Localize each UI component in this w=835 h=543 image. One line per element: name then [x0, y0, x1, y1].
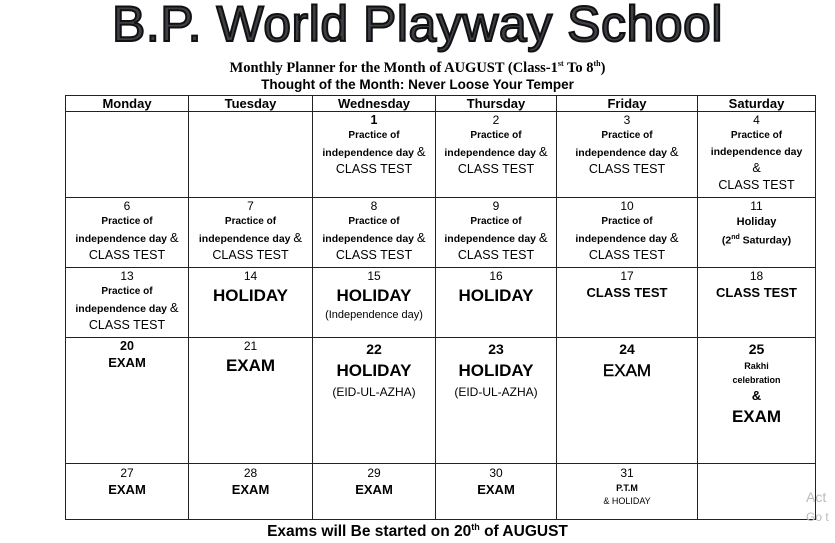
day-number: 2 [492, 113, 500, 127]
day-cell [66, 198, 189, 268]
day-cell [698, 338, 816, 464]
empty-cell [66, 112, 189, 198]
day-number: 6 [123, 199, 131, 213]
week-row [66, 112, 816, 198]
day-cell [698, 112, 816, 198]
class-test-text: CLASS TEST [457, 162, 535, 176]
day-cell [436, 112, 557, 198]
independence-text: independence day & [575, 230, 679, 245]
exam-text: EXAM [602, 361, 652, 380]
day-cell [698, 268, 816, 338]
day-cell [66, 338, 189, 464]
day-number: 31 [620, 466, 634, 480]
holiday-text: HOLIDAY [458, 361, 534, 380]
exam-text: EXAM [225, 356, 276, 375]
class-test-text: CLASS TEST [335, 162, 413, 176]
day-cell [698, 198, 816, 268]
practice-text: Practice of [470, 216, 522, 227]
school-title: B.P. World Playway School [112, 0, 723, 52]
day-number: 25 [748, 341, 765, 357]
independence-day-note: (Independence day) [325, 309, 423, 321]
practice-text: Practice of [470, 130, 522, 141]
week-row [66, 198, 816, 268]
practice-text: Practice of [601, 216, 653, 227]
practice-text: Practice of [348, 216, 400, 227]
day-number: 14 [243, 269, 258, 283]
day-number: 30 [489, 466, 503, 480]
exam-text: EXAM [108, 482, 146, 497]
day-number: 4 [753, 113, 760, 127]
day-cell [557, 198, 698, 268]
day-cell [557, 464, 698, 520]
day-cell [436, 268, 557, 338]
day-cell [313, 112, 436, 198]
day-cell [436, 338, 557, 464]
independence-text: independence day & [444, 144, 548, 159]
day-number: 1 [370, 113, 378, 127]
holiday-text: Holiday [736, 216, 777, 228]
eid-note: (EID-UL-AZHA) [332, 385, 416, 399]
exam-start-note: Exams will Be started on 20th of AUGUST [267, 522, 568, 541]
day-number: 28 [243, 466, 258, 480]
class-test-text: CLASS TEST [716, 285, 797, 300]
class-test-text: CLASS TEST [457, 248, 535, 262]
empty-cell [189, 112, 313, 198]
practice-text: Practice of [348, 130, 400, 141]
practice-text: Practice of [730, 130, 783, 141]
class-test-text: CLASS TEST [588, 162, 666, 176]
day-cell [189, 198, 313, 268]
practice-text: Practice of [601, 130, 653, 141]
class-test-text: CLASS TEST [88, 318, 166, 332]
day-number: 9 [492, 199, 500, 213]
header-thursday: Thursday [436, 96, 557, 112]
ampersand-text: & [752, 161, 761, 175]
activation-watermark: Act [806, 489, 827, 505]
header-row [66, 96, 816, 112]
practice-text: Practice of [101, 216, 153, 227]
practice-text: Practice of [224, 216, 277, 227]
day-number: 8 [370, 199, 378, 213]
day-number: 7 [247, 199, 254, 213]
day-number: 21 [243, 339, 258, 353]
holiday-text: HOLIDAY [336, 361, 412, 380]
day-cell [436, 198, 557, 268]
day-number: 3 [623, 113, 631, 127]
day-cell [189, 464, 313, 520]
holiday-text: HOLIDAY [336, 286, 412, 305]
header-saturday: Saturday [698, 96, 816, 112]
header-wednesday: Wednesday [313, 96, 436, 112]
empty-cell [698, 464, 816, 520]
eid-note: (EID-UL-AZHA) [454, 385, 538, 399]
day-number: 24 [619, 341, 635, 357]
day-number: 11 [750, 199, 763, 213]
day-cell [189, 268, 313, 338]
planner-title: Monthly Planner for the Month of AUGUST (Class-1st To 8th) [229, 59, 606, 76]
independence-text: independence day & [575, 144, 679, 159]
independence-text: independence day & [75, 230, 179, 245]
exam-text: EXAM [731, 407, 782, 426]
ptm-holiday-text: & HOLIDAY [603, 496, 651, 506]
day-cell [557, 112, 698, 198]
header-friday: Friday [557, 96, 698, 112]
class-test-text: CLASS TEST [588, 248, 666, 262]
class-test-text: CLASS TEST [586, 285, 668, 300]
day-cell [313, 268, 436, 338]
independence-text: independence day & [444, 230, 548, 245]
independence-text: independence day [710, 146, 803, 158]
day-number: 16 [489, 269, 503, 283]
day-number: 18 [749, 269, 764, 283]
exam-text: EXAM [477, 482, 515, 497]
day-cell [313, 338, 436, 464]
day-cell [436, 464, 557, 520]
exam-text: EXAM [108, 355, 146, 370]
day-cell [313, 198, 436, 268]
ampersand-text: & [751, 388, 762, 403]
day-cell [557, 268, 698, 338]
day-cell [66, 268, 189, 338]
class-test-text: CLASS TEST [718, 178, 795, 192]
day-number: 15 [367, 269, 381, 283]
week-row [66, 338, 816, 464]
independence-text: independence day & [322, 144, 426, 159]
rakhi-text: Rakhi [744, 361, 769, 371]
day-cell [66, 464, 189, 520]
day-number: 27 [120, 466, 134, 480]
exam-text: EXAM [231, 482, 270, 497]
independence-text: independence day & [75, 300, 179, 315]
independence-text: independence day & [322, 230, 426, 245]
week-row [66, 268, 816, 338]
ptm-text: P.T.M [616, 483, 638, 493]
day-number: 13 [120, 269, 134, 283]
day-cell [557, 338, 698, 464]
celebration-text: celebration [732, 375, 781, 385]
day-number: 23 [488, 341, 504, 357]
exam-text: EXAM [355, 482, 393, 497]
activation-watermark-sub: Go t [806, 510, 829, 524]
class-test-text: CLASS TEST [212, 248, 289, 262]
header-monday: Monday [66, 96, 189, 112]
independence-text: independence day & [198, 230, 303, 245]
day-number: 10 [620, 199, 634, 213]
class-test-text: CLASS TEST [88, 248, 166, 262]
day-number: 20 [120, 339, 134, 353]
day-number: 22 [366, 341, 382, 357]
day-number: 29 [367, 466, 381, 480]
day-number: 17 [620, 269, 634, 283]
day-cell [189, 338, 313, 464]
holiday-text: HOLIDAY [213, 286, 288, 305]
second-saturday-note: (2nd Saturday) [721, 234, 792, 247]
header-tuesday: Tuesday [189, 96, 313, 112]
day-cell [313, 464, 436, 520]
holiday-text: HOLIDAY [458, 286, 534, 305]
calendar-table [65, 95, 816, 520]
week-row [66, 464, 816, 520]
thought-of-month: Thought of the Month: Never Loose Your Temper [261, 77, 574, 92]
practice-text: Practice of [101, 286, 153, 297]
class-test-text: CLASS TEST [335, 248, 413, 262]
